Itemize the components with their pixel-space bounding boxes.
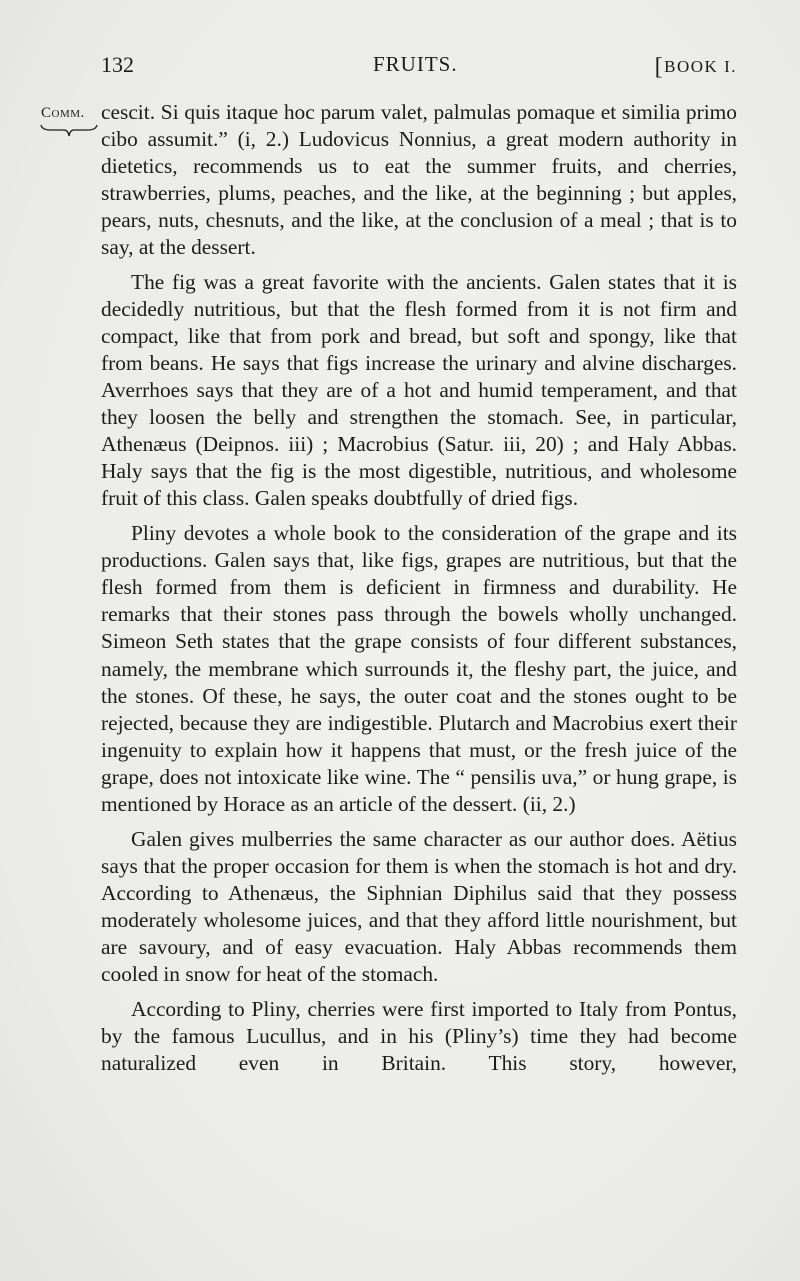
paragraph-cherries: According to Pliny, cherries were first imported to Italy from Pontus, by the famous Lucullus, and in his (Pliny’s) time they had become naturalized even in Britain. This story, however, xyxy=(101,996,737,1075)
margin-brace-icon xyxy=(40,124,98,138)
paragraph-figs: The fig was a great favorite with the ancients. Galen states that it is decidedly nutritious, but that the flesh formed from it is not firm and compact, like that from pork and bread, but soft and spongy, like that from beans. He says that figs increase the urinary and alvine discharges. Averrhoes says that they are of a hot and humid temperament, and that they loosen the belly and strengthen the stomach. See, in particular, Athenæus (Deipnos. iii) ; Macrobius (Satur. iii, 20) ; and Haly Abbas. Haly says that the fig is the most digestible, nutritious, and wholesome fruit of this class. Galen speaks doubtfully of dried figs. xyxy=(101,270,737,511)
page-header xyxy=(101,52,737,82)
running-title: FRUITS. xyxy=(373,52,458,76)
book-reference-bracket: [ xyxy=(654,54,665,80)
body-text xyxy=(101,99,737,1077)
paragraph-mulberries: Galen gives mulberries the same character as our author does. Aëtius says that the proper occasion for them is when the stomach is hot and dry. According to Athenæus, the Siphnian Diphilus said that they possess moderately wholesome juices, and that they afford little nourishment, but are savoury, and of easy evacuation. Haly Abbas recommends them cooled in snow for heat of the stomach. xyxy=(101,826,737,986)
book-reference xyxy=(655,52,737,79)
paragraph-continuation: cescit. Si quis itaque hoc parum valet, palmulas pomaque et similia primo cibo assumit.” (i, 2.) Ludovicus Nonnius, a great modern authority in dietetics, recommends us to eat the summer fruits, and cherries, strawberries, plums, peaches, and the like, at the beginning ; but apples, pears, nuts, chesnuts, and the like, at the conclusion of a meal ; that is to say, at the dessert. xyxy=(101,100,737,260)
page-number: 132 xyxy=(101,52,134,77)
paragraph-grapes: Pliny devotes a whole book to the consideration of the grape and its productions. Galen says that, like figs, grapes are nutritious, but that the flesh formed from them is deficient in firmness and durability. He remarks that their stones pass through the bowels wholly unchanged. Simeon Seth states that the grape consists of four different substances, namely, the membrane which surrounds it, the fleshy part, the juice, and the stones. Of these, he says, the outer coat and the stones ought to be rejected, because they are indigestible. Plutarch and Macrobius exert their ingenuity to explain how it happens that must, or the fresh juice of the grape, does not intoxicate like wine. The “ pensilis uva,” or hung grape, is mentioned by Horace as an article of the dessert. (ii, 2.) xyxy=(101,521,737,816)
margin-note: Comm. xyxy=(41,105,85,121)
book-reference-label: BOOK I. xyxy=(664,57,737,76)
